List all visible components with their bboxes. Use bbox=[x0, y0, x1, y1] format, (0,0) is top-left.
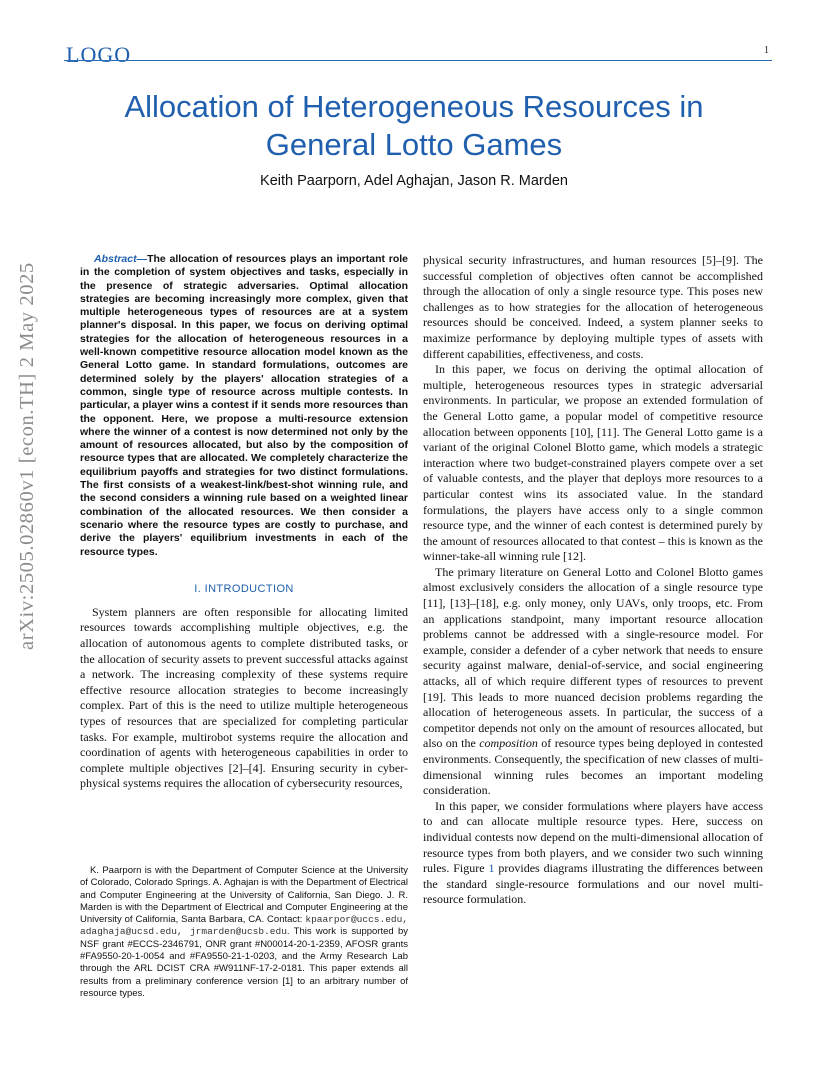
p3-text-after: of resource types being deployed in contested environments. Consequently, the specification of new classes of multi-dimensional winning rules becomes an important modeling consideration. bbox=[423, 736, 763, 798]
p4-text-before: In this paper, we consider formulations where players have access to and can allocate multiple resource types. Here, success on individual contests now depend on the multi-dimensional allocation of resource types from both players, and we consider two such winning rules. Figure bbox=[423, 798, 763, 876]
journal-logo: LOGO bbox=[66, 42, 132, 67]
left-column bbox=[80, 253, 408, 792]
author-footnote bbox=[80, 865, 408, 1000]
p3-text-before: The primary literature on General Lotto and Colonel Blotto games almost exclusively considers the allocation of a single resource type [11], [13]–[18], e.g. only money, only UAVs, only troops, etc. From an applications standpoint, many important resource allocation problems cannot be addressed with a single-resource model. For example, consider a defender of a cyber network that needs to ensure security against malware, denial-of-service, and social engineering attacks, all of which require different types of resources to prevent [19]. This leads to more nuanced decision problems regarding the allocation of heterogeneous assets. In particular, the success of a competitor depends not only on the amount of resources allocated, but also on the bbox=[423, 564, 763, 751]
title-line-1: Allocation of Heterogeneous Resources in bbox=[124, 89, 704, 124]
intro-paragraph-continued: physical security infrastructures, and human resources [5]–[9]. The successful completion of objectives often cannot be accomplished through the allocation of only a single resource type. This poses new challenges as to how strategies for the allocation of heterogeneous resources should be conceived. Indeed, a system planner seeks to maximize performance by deploying multiple types of assets with different capabilities, effectiveness, and costs. bbox=[423, 253, 763, 361]
abstract-label: Abstract bbox=[94, 253, 137, 265]
intro-paragraph-2: In this paper, we focus on deriving the optimal allocation of multiple, heterogeneous resources types in strategic adversarial environments. In particular, we propose an extended formulation of the General Lotto game, a popular model of competitive resource allocation between opponents [10], [11]. The General Lotto game is a variant of the original Colonel Blotto game, which models a strategic interaction where two budget-constrained players compete over a set of valuable contests, and the player that deploys more resources to a particular contest wins its associated value. In the standard formulations, the players have access only to a single common resource type, and the winner of each contest is determined purely by the amount of resources allocated to that contest – this is known as the winner-take-all winning rule [12]. bbox=[423, 362, 763, 564]
intro-paragraph-1: System planners are often responsible for allocating limited resources towards accomplishing multiple objectives, e.g. the allocation of autonomous agents to complete distributed tasks, or the allocation of security assets to prevent successful attacks against a network. The increasing complexity of these systems require effective resource allocation strategies to become increasingly complex. Part of this is the need to utilize multiple heterogeneous types of resources that are specialized for completing particular tasks. For example, multirobot systems require the allocation and coordination of agents with heterogeneous capabilities in order to complete multiple objectives [2]–[4]. Ensuring security in cyber-physical systems requires the allocation of cybersecurity resources, bbox=[80, 604, 408, 791]
figure-reference-link[interactable]: 1 bbox=[488, 861, 495, 876]
section-heading-introduction: I. INTRODUCTION bbox=[194, 582, 294, 595]
footnote-emails[interactable]: kpaarpor@uccs.edu, adaghaja@ucsd.edu, jrmarden@ucsb.edu bbox=[80, 914, 408, 938]
abstract-text: The allocation of resources plays an important role in the completion of system objectives and tasks, especially in the presence of strategic adversaries. Optimal allocation strategies are becoming increasingly more complex, given that multiple heterogeneous types of resources are at a system planner's disposal. In this paper, we focus on deriving optimal strategies for the allocation of heterogeneous resources in a well-known competitive resource allocation model known as the General Lotto game. In standard formulations, outcomes are determined solely by the players' allocation strategies of a common, single type of resource across multiple contests. In particular, a player wins a contest if it sends more resources than the opponent. Here, we propose a multi-resource extension where the winner of a contest is now determined not only by the amount of resources allocated, but also by the composition of resource types that are allocated. We completely characterize the equilibrium payoffs and strategies for two distinct formulations. The first consists of a weakest-link/best-shot winning rule, and the second considers a winning rule based on a weighted linear combination of the allocated resources. We then consider a scenario where the resource types are costly to purchase, and derive the players' equilibrium investments in each of the resource types. bbox=[80, 253, 408, 558]
p4-text-after: provides diagrams illustrating the differences between the standard single-resource formulations and our novel multi-resource formulation. bbox=[423, 861, 763, 907]
intro-paragraph-4 bbox=[423, 799, 763, 908]
intro-paragraph-3 bbox=[423, 565, 763, 799]
footnote-text-1: K. Paarporn is with the Department of Computer Science at the University of Colorado, Colorado Springs. A. Aghajan is with the Department of Electrical and Computer Engineering at the University of California, San Diego. J. R. Marden is with the Department of Electrical and Computer Engineering at the University of California, Santa Barbara, CA. Contact: bbox=[80, 865, 408, 926]
title-line-2: General Lotto Games bbox=[265, 127, 563, 162]
page-number: 1 bbox=[764, 45, 769, 56]
header-rule bbox=[64, 60, 772, 61]
abstract-dash: — bbox=[136, 253, 148, 265]
arxiv-identifier-stamp: arXiv:2505.02860v1 [econ.TH] 2 May 2025 bbox=[16, 262, 38, 650]
right-column bbox=[423, 253, 763, 908]
author-list: Keith Paarporn, Adel Aghajan, Jason R. Marden bbox=[260, 173, 568, 189]
p3-emphasis: composition bbox=[479, 736, 538, 751]
abstract bbox=[80, 253, 408, 559]
footnote-text-2: . This work is supported by NSF grant #ECCS-2346791, ONR grant #N00014-20-1-2359, AFOSR grants #FA9550-20-1-0054 and #FA9550-21-1-0203, and the Army Research Lab through the ARL DCIST CRA #W911NF-17-2-0181. This paper extends all results from a preliminary conference version [1] to an arbitrary number of resource types. bbox=[80, 926, 408, 999]
paper-title bbox=[80, 88, 748, 164]
